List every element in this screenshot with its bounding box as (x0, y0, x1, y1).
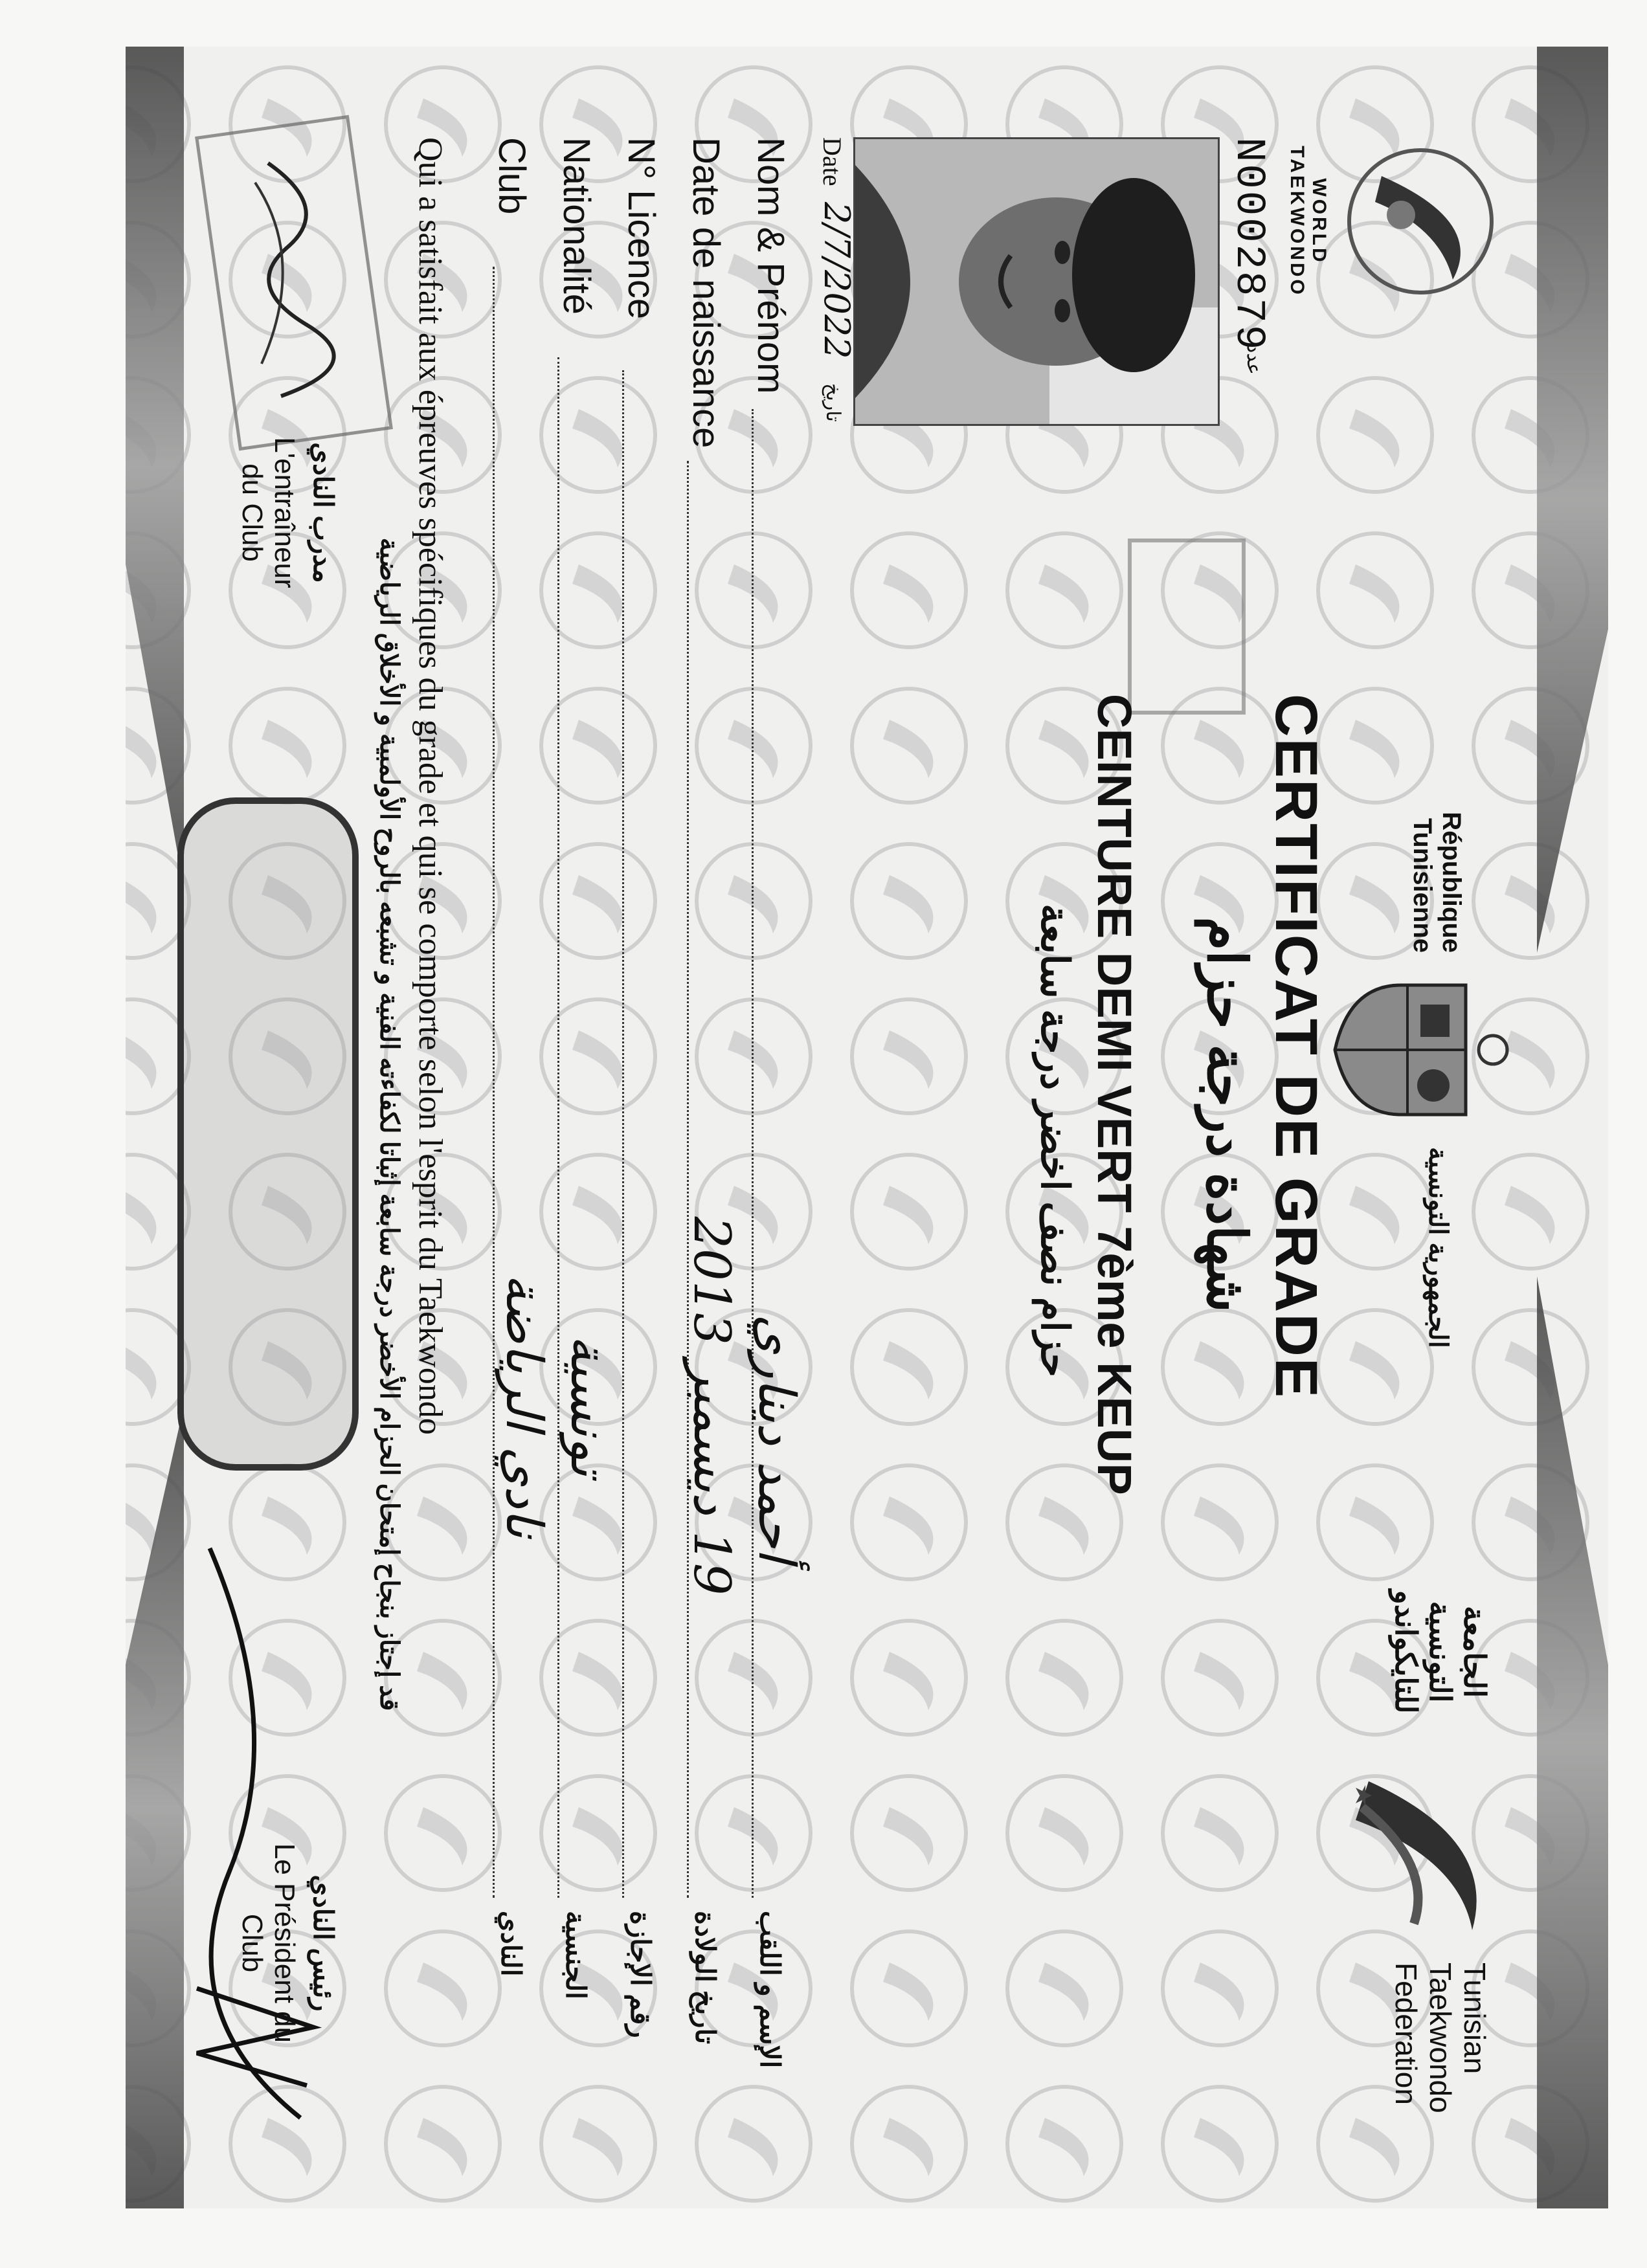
coach-label-fr-line2: du Club (236, 463, 268, 562)
coach-label-ar: مدرب النادي (308, 442, 339, 583)
federation-name-ar (1389, 1574, 1492, 1729)
seal-placeholder-box (177, 797, 359, 1471)
president-label-fr-line1: Le Président du (269, 1843, 300, 2043)
field-label-club-ar: النادي (496, 1911, 526, 1977)
student-photo-image (855, 139, 1218, 424)
federation-name-en-line1: Tunisian (1458, 1962, 1492, 2074)
certificate-document (126, 47, 1608, 2208)
certificate-title-ar: شهادة درجة حزام (1196, 917, 1257, 1313)
federation-name-ar-line2: التونسية (1424, 1601, 1458, 1703)
republic-label-ar: الجمهورية التونسية (1424, 1147, 1452, 1348)
stamp-mark (1128, 539, 1246, 715)
certificate-title-fr: CERTIFICAT DE GRADE (1263, 694, 1329, 1399)
tunisia-coat-of-arms-icon (1330, 966, 1511, 1134)
field-label-licence-ar: رقم الإجازة (625, 1911, 656, 2038)
federation-name-en (1389, 1962, 1492, 2113)
grade-title-ar: حزام نصف اخضر درجة سابعة (1033, 904, 1077, 1377)
republic-label-fr (1407, 784, 1466, 953)
statement-fr: Qui a satisfait aux épreuves spécifiques du grade et qui se comporte selon l'esprit du Taekwondo (412, 137, 449, 1435)
republic-label-fr-line2: Tunisienne (1408, 817, 1437, 953)
president-label-ar: رئيس النادي (308, 1874, 339, 2012)
photo-date-label-ar: تاريخ (822, 383, 844, 422)
field-label-birthdate: Date de naissance (685, 137, 727, 449)
coach-label-fr-line1: L'entraîneur (269, 437, 300, 588)
field-value-birthdate: 19 ديسمبر 2013 (682, 1216, 741, 1595)
photo-date-label: Date (818, 137, 847, 186)
coach-label-fr (236, 409, 300, 616)
federation-name-en-line3: Federation (1389, 1962, 1424, 2105)
president-label-fr-line2: Club (236, 1913, 268, 1973)
field-label-club: Club (491, 137, 533, 215)
federation-name-ar-line3: للتايكواندو (1389, 1590, 1424, 1714)
field-value-club: نادي الرياضة (495, 1273, 553, 1539)
federation-name-en-line2: Taekwondo (1424, 1962, 1458, 2113)
tunisian-taekwondo-federation-logo (1343, 1762, 1511, 1943)
field-value-name: أحمد ديناري (747, 1314, 805, 1562)
photo-date-value: 2/7/2022 (816, 202, 857, 359)
world-taekwondo-logo (1330, 131, 1511, 312)
field-label-nationality-ar: الجنسية (561, 1911, 591, 1999)
coach-signature (249, 157, 346, 403)
world-taekwondo-logo-text: WORLD TAEKWONDO (1286, 146, 1330, 297)
field-line-licence (622, 370, 624, 1898)
statement-ar: قد إجتاز بنجاح إمتحان الحزام الأخضر درجة سابعة إثباتا لكفاءته الفنية و تشبعه بالروح الأولمبية و الأخلاق الرياضية (375, 537, 403, 1711)
field-label-nationality: Nationalité (555, 137, 598, 315)
republic-label-fr-line1: République (1437, 812, 1466, 953)
field-value-nationality: تونسية (559, 1335, 618, 1477)
certificate-number: N0002879 (1225, 137, 1272, 352)
grade-title-fr: CEINTURE DEMI VERT 7ème KEUP (1088, 694, 1141, 1495)
field-label-name: Nom & Prénom (750, 137, 792, 394)
field-label-name-ar: الإسم و اللقب (755, 1911, 785, 2069)
certificate-number-label-ar: عدد (1243, 344, 1264, 375)
president-signature (184, 1535, 326, 2144)
field-label-birthdate-ar: تاريخ الولادة (690, 1911, 721, 2045)
field-label-licence: N° Licence (620, 137, 662, 320)
federation-name-ar-line1: الجامعة (1458, 1606, 1492, 1698)
student-photo (853, 137, 1220, 426)
